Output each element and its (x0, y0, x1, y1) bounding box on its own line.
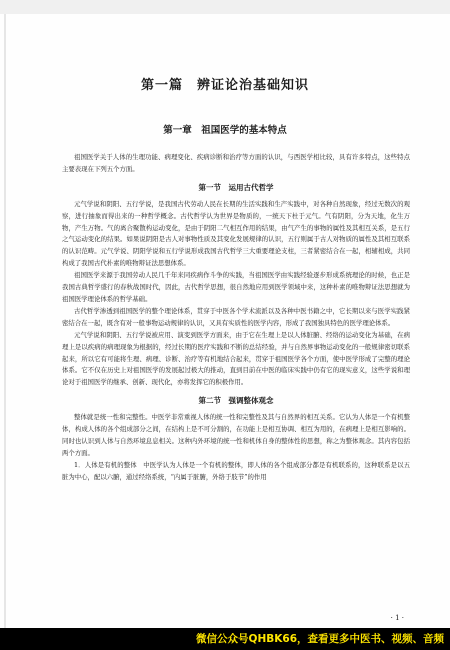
section-2-title: 第二节 强调整体观念 (198, 396, 274, 406)
intro-paragraph: 祖国医学关于人体的生理功能、病理变化、疾病诊断和治疗等方面的认识，与西医学相比较，具有许多特点，这些特点主要表现在下列五个方面。 (62, 153, 410, 173)
section-2-paragraph-2: 1．人体是有机的整体 中医学认为人体是一个有机的整体，即人体的各个组成部分都是有机联系的，这种联系是以五脏为中心，配以六腑，通过经络系统，“内属于脏腑，外络于肢节”的作用 (62, 460, 410, 481)
section-1-paragraph-2: 祖国医学来源于我国劳动人民几千年来同疾病作斗争的实践，当祖国医学由实践经验逐步形成系统理论的时候，也正是我国古典哲学盛行的春秋战国时代，因此，古代哲学思想，很自然地应用到医学领域中来，这种朴素的唯物辩证法思想就为祖国医学理论体系的哲学基础。 (62, 271, 410, 303)
section-2-paragraph-1: 整体就是统一性和完整性。中医学非常重视人体的统一性和完整性及其与自然界的相互关系。它认为人体是一个有机整体，构成人体的各个组成部分之间，在结构上是不可分割的，在功能上是相互协调、相互为用的，在病理上是相互影响的。同时也认识到人体与自然环境息息相关。这种内外环境的统一性和机体自身的整体性的思想，称之为整体观念。其内容包括两个方面。 (62, 413, 410, 457)
viewer-top-bar (0, 0, 450, 15)
chapter-title: 第一章 祖国医学的基本特点 (163, 125, 287, 136)
part-title: 第一篇 辨证论治基础知识 (140, 78, 309, 93)
watermark-banner: 微信公众号QHBK66，查看更多中医书、视频、音频 (0, 628, 450, 650)
section-1-paragraph-3: 古代哲学渗透到祖国医学的整个理论体系，贯穿于中医各个学术流派以及各种中医书籍之中，它长期以来与医学实践紧密结合在一起，既含有对一般事物运动规律的认识，又具有实质性的医学内容，形成了我国独具特色的医学理论体系。 (62, 306, 410, 327)
section-1-paragraph-4: 元气学说和阴阳、五行学说被应用、演变到医学方面来，由于它在生理上是以人体脏腑、经络的运动变化为基础，在病理上是以疾病的病理现象为根据的，经过长期的医疗实践和不断的总结经验，并与自然界事物运动变化的一般规律密切联系起来，所以它有可能将生理、病理、诊断、治疗等有机地结合起来，贯穿于祖国医学各个方面，使中医学形成了完整的理论体系。它不仅在历史上对祖国医学的发展起过极大的推动，直到目前在中医的临床实践中仍有它的现实意义，这些学说和理论对于祖国医学的继承、创新、现代化，亦将发挥它的积极作用。 (62, 330, 410, 387)
page-number: · 1 · (390, 614, 404, 622)
section-1-title: 第一节 运用古代哲学 (198, 182, 274, 192)
document-body (62, 152, 410, 484)
section-1-paragraph-1: 元气学说和阴阳、五行学说，是我国古代劳动人民在长期的生活实践和生产实践中，对各种自然现象，经过无数次的观察，进行抽象而得出来的一种哲学概念。古代哲学认为世界是物质的，一统天下杜于元气。气有阴阳，分为天地，化生万物，产生万物。气的离合聚散构运动变化，是由于阴阳二气相互作用的结果，由气产生的事物的属性及其相互关系，是五行之气运动变化的结果。如果说阴阳是古人对事物性质及其变化发展规律的认识，五行则属于古人对物质的属性及其相互联系的认识范畴。元气学说、阴阳学说和五行学说形成我国古代哲学三大重要理论支柱，三者紧密结合在一起，相辅相成，共同构成了我国古代朴素的唯物辩证法思想体系。 (62, 199, 410, 268)
page-binding-shadow (4, 14, 6, 628)
